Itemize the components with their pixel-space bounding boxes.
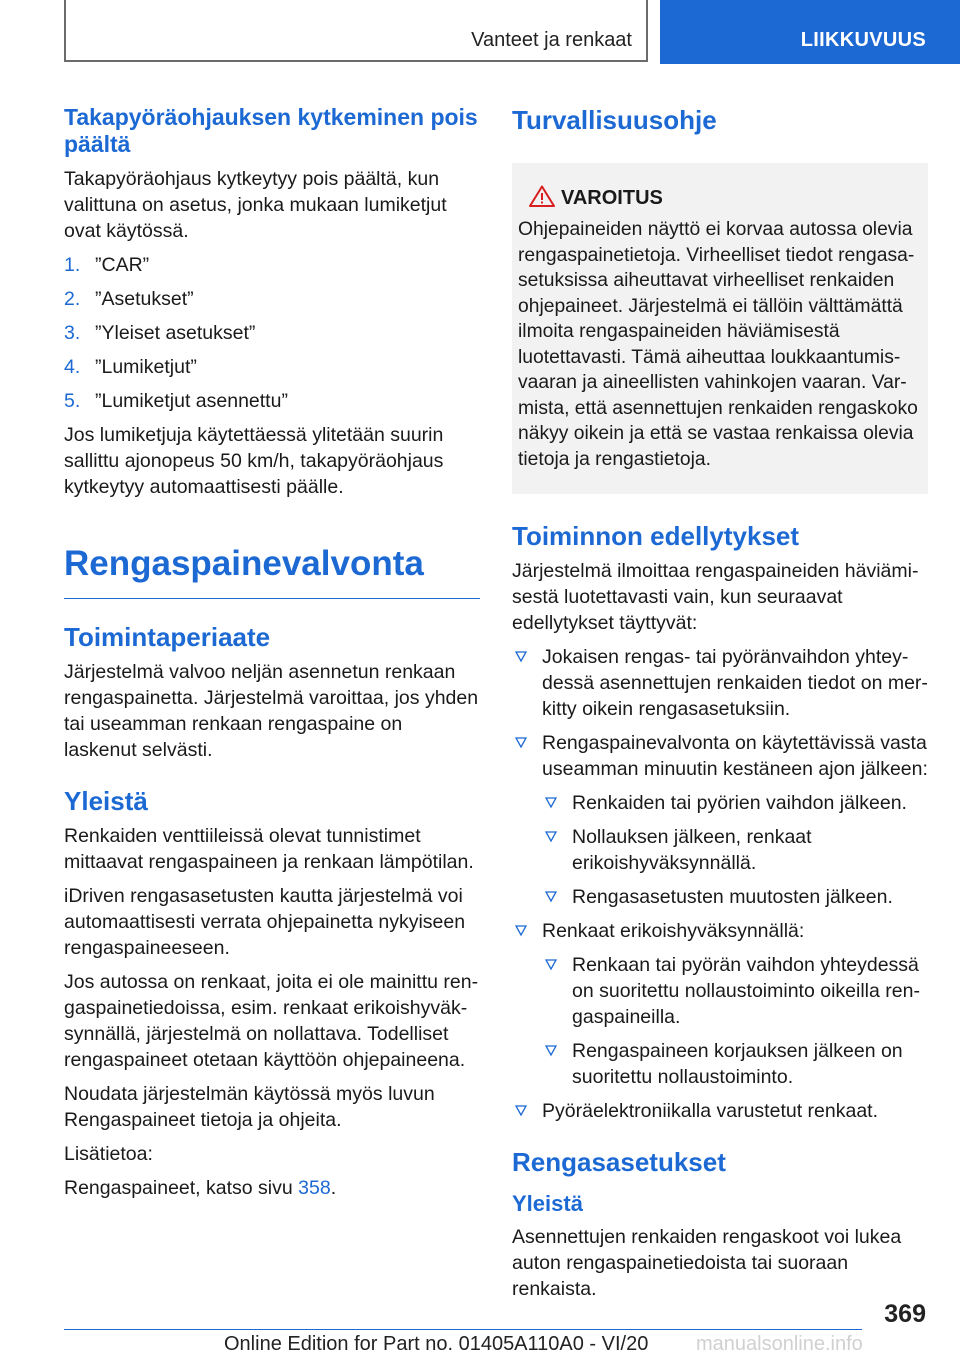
reference-end: . [330, 1177, 337, 1199]
chapter-title: Vanteet ja renkaat [471, 29, 632, 51]
heading-prerequisites: Toiminnon edellytykset [512, 521, 800, 551]
warning-title [518, 185, 920, 211]
paragraph-tire-settings: Asennettujen renkaiden rengaskoot voi lukea auton rengaspainetiedoista tai suoraan renkaista. [512, 1226, 902, 1300]
footer-watermark: manualsonline.info [696, 1333, 863, 1355]
triangle-bullet-icon [545, 831, 557, 843]
section-tab[interactable] [660, 0, 960, 64]
list-item-text: Rengaspaineen korjauksen jälkeen on suoritettu nollaustoiminto. [572, 1040, 903, 1088]
list-item-text: Rengaspainevalvonta on käytettävissä vasta useamman minuutin kestäneen ajon jälkeen: [542, 732, 928, 780]
paragraph-reference [64, 1175, 480, 1201]
list-item [64, 320, 480, 346]
warning-triangle-icon [529, 185, 555, 207]
triangle-bullet-icon [515, 737, 527, 749]
list-item-text: Renkaiden tai pyörien vaihdon jälkeen. [572, 792, 907, 814]
section-tab-label: LIIKKUVUUS [800, 29, 926, 51]
list-item [64, 354, 480, 380]
page-number: 369 [884, 1300, 926, 1328]
list-item-text: Renkaan tai pyörän vaihdon yhteydessä on suoritettu nollaustoiminto oikeilla rengaspaineilla. [572, 954, 920, 1028]
paragraph-general-note: Noudata järjestelmän käytössä myös luvun Rengaspaineet tietoja ja ohjeita. [64, 1083, 435, 1131]
list-item-text: Pyöräelektroniikalla varustetut renkaat. [542, 1100, 879, 1122]
warning-text: Ohjepaineiden näyttö ei korvaa autossa olevia rengaspainetietoja. Virheelliset tiedot rengasasetuksissa aiheuttavat virheelliset renkaiden ohjepaineet. Järjestelmä ei tällöin välttämättä ilmoita rengaspaineiden häviämisestä luotettavasti. Tämä aiheuttaa loukkaantumisvaaran ja aineellisten vahinkojen vaaran. Varmista, että asennettujen renkaiden rengaskoko näkyy oikein ja että se vastaa renkaissa olevia tietoja ja rengastietoja. [518, 219, 918, 470]
triangle-bullet-icon [515, 1105, 527, 1117]
paragraph-general-sensors: Renkaiden venttiileissä olevat tunnistimet mittaavat rengaspaineen ja renkaan lämpötilan. [64, 825, 474, 873]
step-number: 5. [64, 390, 81, 412]
main-heading: Rengaspainevalvonta [64, 542, 480, 599]
triangle-bullet-icon [515, 925, 527, 937]
step-number: 1. [64, 254, 81, 276]
heading-deactivate: Takapyöräohjauksen kytkeminen pois päältä [64, 104, 478, 157]
step-text: ”Lumiketjut asennettu” [95, 390, 288, 412]
list-item-text: Renkaat erikoishyväksynnällä: [542, 920, 805, 942]
sub-list [542, 790, 928, 910]
list-item [64, 252, 480, 278]
paragraph-more-info: Lisätietoa: [64, 1143, 153, 1165]
triangle-bullet-icon [545, 797, 557, 809]
list-item [542, 1038, 928, 1090]
list-item [512, 730, 928, 910]
page-reference-link[interactable]: 358 [298, 1177, 331, 1199]
list-item [542, 884, 928, 910]
list-item [64, 388, 480, 414]
heading-principle: Toimintaperiaate [64, 622, 271, 652]
warning-box [512, 163, 928, 494]
warning-title-text: VAROITUS [561, 187, 663, 209]
paragraph-speed-limit: Jos lumiketjuja käytettäessä ylitetään suurin sallittu ajonopeus 50 km/h, takapyöräohjaus kytkeytyy automaattisesti päälle. [64, 424, 444, 498]
heading-safety: Turvallisuusohje [512, 105, 717, 135]
triangle-bullet-icon [545, 1045, 557, 1057]
prerequisites-list [512, 644, 928, 1124]
step-number: 3. [64, 322, 81, 344]
step-text: ”Asetukset” [95, 288, 194, 310]
triangle-bullet-icon [545, 959, 557, 971]
footer-edition: Online Edition for Part no. 01405A110A0 - VI/20 [224, 1333, 649, 1355]
list-item [542, 790, 928, 816]
step-text: ”Lumiketjut” [95, 356, 197, 378]
list-item-text: Rengasasetusten muutosten jälkeen. [572, 886, 893, 908]
triangle-bullet-icon [545, 891, 557, 903]
reference-text: Rengaspaineet, katso sivu [64, 1177, 299, 1199]
list-item [542, 952, 928, 1030]
left-column [64, 100, 480, 1209]
step-number: 2. [64, 288, 81, 310]
list-item [512, 644, 928, 722]
step-text: ”Yleiset asetukset” [95, 322, 256, 344]
list-item [512, 918, 928, 1090]
heading-tire-settings-general: Yleistä [512, 1191, 583, 1216]
paragraph-prerequisites: Järjestelmä ilmoittaa rengaspaineiden häviämisestä luotettavasti vain, kun seuraavat edellytykset täyttyvät: [512, 560, 919, 634]
sub-list [542, 952, 928, 1090]
paragraph-general-idrive: iDriven rengasasetusten kautta järjestelmä voi automaattisesti verrata ohjepainetta nykyiseen rengaspaineeseen. [64, 885, 466, 959]
list-item [64, 286, 480, 312]
footer-divider [64, 1329, 862, 1330]
steps-list [64, 252, 480, 414]
step-text: ”CAR” [95, 254, 150, 276]
list-item [512, 1098, 928, 1124]
paragraph-general-reset: Jos autossa on renkaat, joita ei ole mainittu rengaspainetiedoissa, esim. renkaat erikoishyväksynnällä, järjestelmä on nollattava. Todelliset rengaspaineet otetaan käyttöön ohjepaineena. [64, 971, 479, 1071]
triangle-bullet-icon [515, 651, 527, 663]
right-column [512, 100, 928, 1310]
list-item [542, 824, 928, 876]
header-frame [64, 0, 648, 62]
heading-tire-settings: Rengasasetukset [512, 1147, 726, 1177]
list-item-text: Nollauksen jälkeen, renkaat erikoishyväksynnällä. [572, 826, 812, 874]
step-number: 4. [64, 356, 81, 378]
paragraph-principle: Järjestelmä valvoo neljän asennetun renkaan rengaspainetta. Järjestelmä varoittaa, jos yhden tai useamman renkaan rengaspaine on laskenut selvästi. [64, 661, 479, 761]
list-item-text: Jokaisen rengas- tai pyöränvaihdon yhteydessä asennettujen renkaiden tiedot on merkitty oikein rengasasetuksiin. [542, 646, 928, 720]
paragraph-deactivate: Takapyöräohjaus kytkeytyy pois päältä, kun valittuna on asetus, jonka mukaan lumiketjut ovat käytössä. [64, 168, 447, 242]
heading-general: Yleistä [64, 786, 148, 816]
